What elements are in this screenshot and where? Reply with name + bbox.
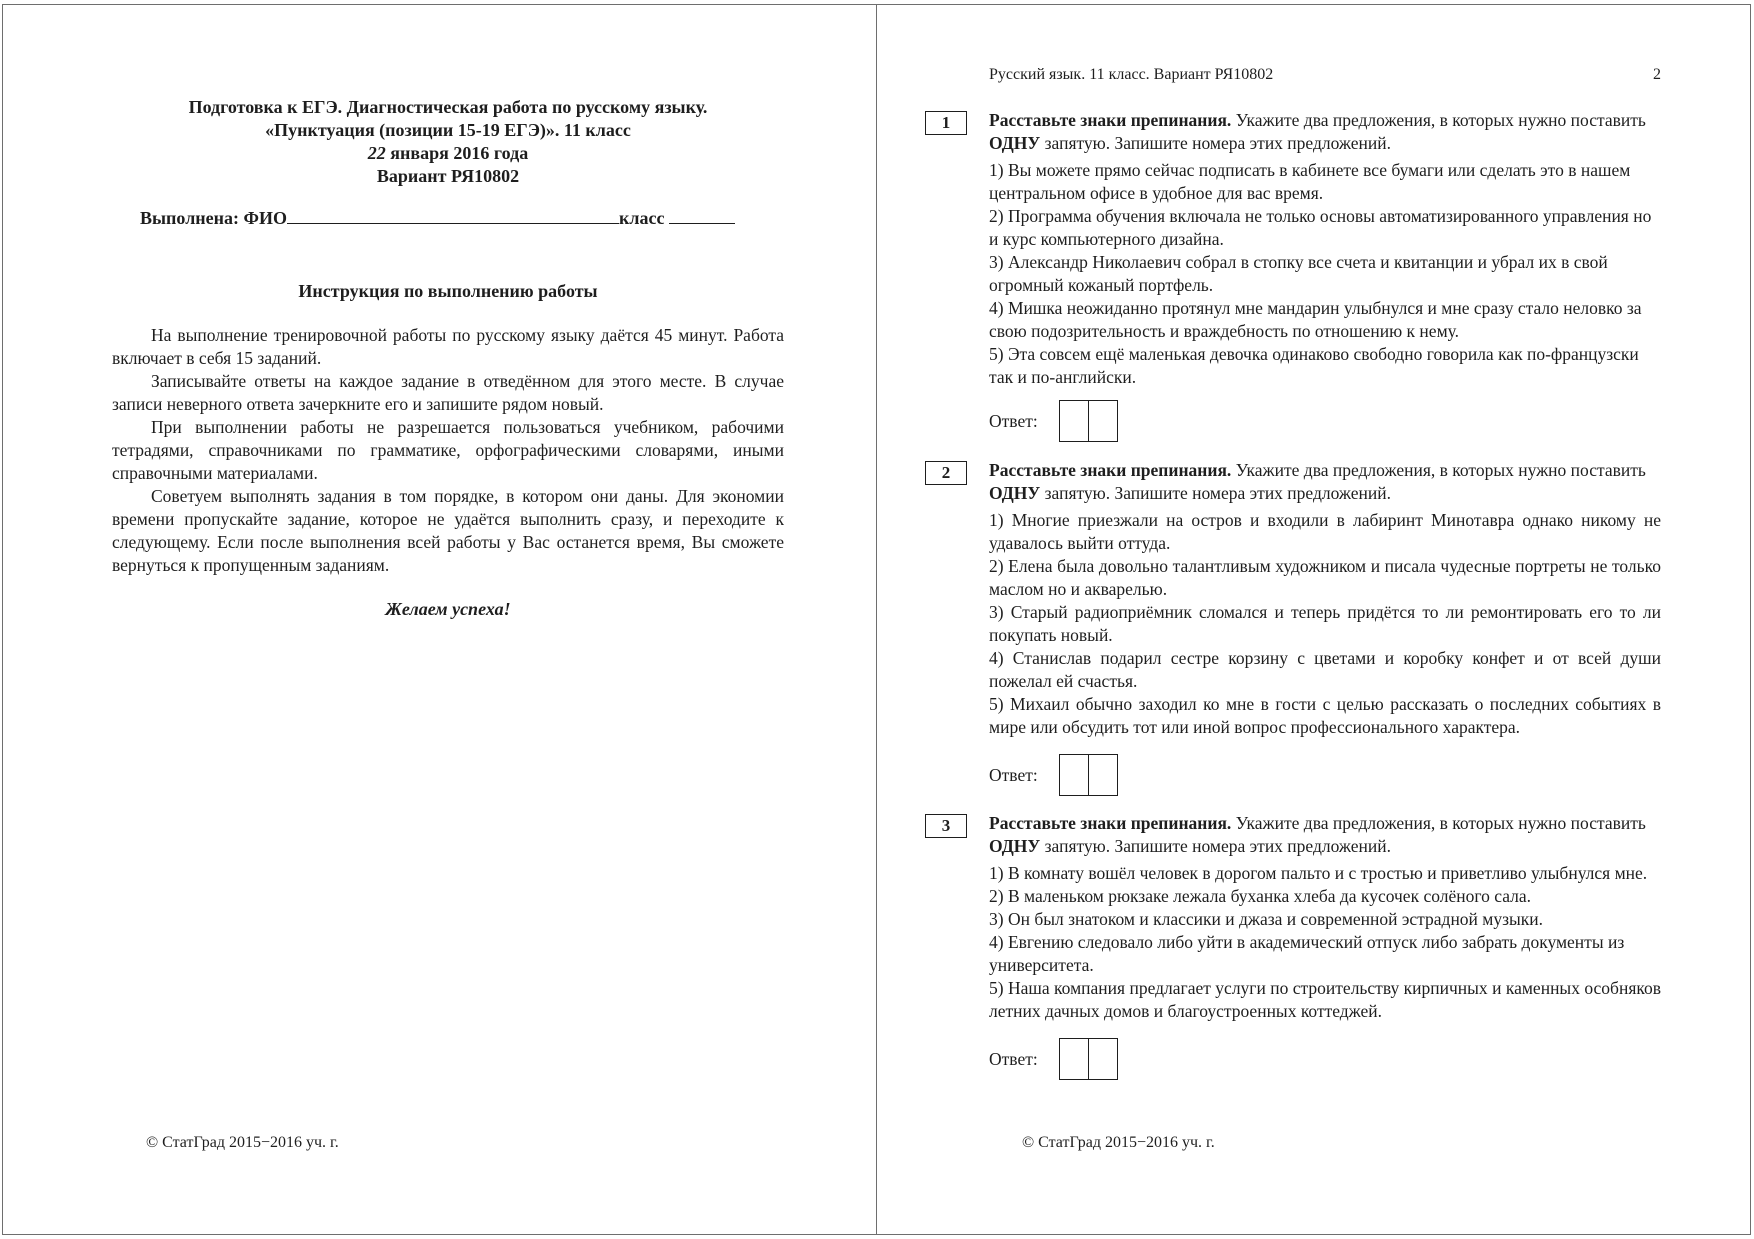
sentence: 4) Евгению следовало либо уйти в академический отпуск либо забрать документы из университета. bbox=[989, 932, 1625, 975]
sentence: 2) Елена была довольно талантливым художником и писала чудесные портреты не только маслом но и акварелью. bbox=[989, 556, 1661, 599]
sentence: 4) Мишка неожиданно протянул мне мандарин улыбнулся и мне сразу стало неловко за свою подозрительность и враждебность по отношению к нему. bbox=[989, 298, 1642, 341]
page-number: 2 bbox=[1653, 66, 1661, 83]
sentence: 3) Он был знатоком и классики и джаза и современной эстрадной музыки. bbox=[989, 909, 1544, 929]
task-instruction-end: запятую. Запишите номера этих предложений. bbox=[1040, 836, 1392, 856]
task-instruction-end: запятую. Запишите номера этих предложений. bbox=[1040, 483, 1392, 503]
sentence: 2) Программа обучения включала не только основы автоматизированного управления но и курс компьютерного дизайна. bbox=[989, 206, 1652, 249]
right-page bbox=[941, 66, 1661, 1081]
task-instruction-bold: Расставьте знаки препинания. bbox=[989, 460, 1232, 480]
answer-cell[interactable] bbox=[1060, 401, 1088, 441]
fio-blank[interactable] bbox=[287, 209, 619, 224]
answer-label: Ответ: bbox=[989, 1048, 1038, 1069]
answer-box[interactable] bbox=[1059, 754, 1118, 796]
variant-line: Вариант РЯ10802 bbox=[376, 166, 520, 186]
left-page bbox=[112, 96, 784, 620]
answer-label: Ответ: bbox=[989, 410, 1038, 431]
answer-box[interactable] bbox=[1059, 400, 1118, 442]
task-2 bbox=[941, 459, 1661, 797]
page-divider bbox=[876, 4, 877, 1235]
task-instruction bbox=[989, 459, 1661, 505]
task-instruction-bold: Расставьте знаки препинания. bbox=[989, 813, 1232, 833]
instruction-paragraph: Записывайте ответы на каждое задание в отведённом для этого месте. В случае записи неверного ответа зачеркните его и запишите рядом новый. bbox=[112, 371, 784, 414]
sentence: 5) Михаил обычно заходил ко мне в гости с целью рассказать о последних событиях в мире или обсудить тот или иной вопрос профессионального характера. bbox=[989, 694, 1661, 737]
task-1 bbox=[941, 109, 1661, 443]
sentence: 1) В комнату вошёл человек в дорогом пальто и с тростью и приветливо улыбнулся мне. bbox=[989, 863, 1648, 883]
answer-cell[interactable] bbox=[1088, 401, 1117, 441]
task-instruction bbox=[989, 812, 1661, 858]
answer-cell[interactable] bbox=[1088, 1039, 1117, 1079]
answer-row bbox=[989, 753, 1661, 797]
date-rest: января 2016 года bbox=[385, 143, 529, 163]
instruction-paragraph: Советуем выполнять задания в том порядке, в котором они даны. Для экономии времени пропускайте задание, которое не удаётся выполнить сразу, и переходите к следующему. Если после выполнения всей работы у Вас останется время, Вы сможете вернуться к пропущенным заданиям. bbox=[112, 486, 784, 575]
task-instruction-emphasis: ОДНУ bbox=[989, 836, 1041, 856]
fio-label: Выполнена: ФИО bbox=[140, 208, 287, 228]
sentence: 5) Наша компания предлагает услуги по строительству кирпичных и каменных особняков летних дачных домов и благоустроенных коттеджей. bbox=[989, 978, 1661, 1021]
task-instruction-text: Укажите два предложения, в которых нужно поставить bbox=[1231, 813, 1646, 833]
task-instruction-text: Укажите два предложения, в которых нужно поставить bbox=[1231, 110, 1646, 130]
running-header-text: Русский язык. 11 класс. Вариант РЯ10802 bbox=[989, 66, 1274, 83]
copyright-right: © СтатГрад 2015−2016 уч. г. bbox=[1022, 1134, 1215, 1151]
instructions-body bbox=[112, 324, 784, 577]
title-date bbox=[112, 142, 784, 165]
sentence: 4) Станислав подарил сестре корзину с цветами и коробку конфет и от всей души пожелал ей счастья. bbox=[989, 648, 1661, 691]
sentence: 3) Старый радиоприёмник сломался и теперь придётся то ли ремонтировать его то ли покупать новый. bbox=[989, 602, 1661, 645]
answer-cell[interactable] bbox=[1060, 755, 1088, 795]
answer-label: Ответ: bbox=[989, 764, 1038, 785]
task-number-box: 2 bbox=[925, 461, 967, 485]
sentence: 1) Многие приезжали на остров и входили в лабиринт Минотавра однако никому не удавалось выйти оттуда. bbox=[989, 510, 1661, 553]
title-block bbox=[112, 96, 784, 188]
sentence: 5) Эта совсем ещё маленькая девочка одинаково свободно говорила как по-французски так и по-английски. bbox=[989, 344, 1639, 387]
answer-cell[interactable] bbox=[1060, 1039, 1088, 1079]
title-line-1: Подготовка к ЕГЭ. Диагностическая работа по русскому языку. bbox=[188, 97, 708, 117]
answer-row bbox=[989, 399, 1661, 443]
task-instruction-emphasis: ОДНУ bbox=[989, 483, 1041, 503]
class-label: класс bbox=[618, 208, 665, 228]
running-header bbox=[989, 66, 1661, 86]
instruction-paragraph: На выполнение тренировочной работы по русскому языку даётся 45 минут. Работа включает в себя 15 заданий. bbox=[112, 325, 784, 368]
sentence: 1) Вы можете прямо сейчас подписать в кабинете все бумаги или сделать это в нашем центральном офисе в удобное для вас время. bbox=[989, 160, 1631, 203]
answer-row bbox=[989, 1037, 1661, 1081]
class-blank[interactable] bbox=[669, 209, 735, 224]
task-instruction-emphasis: ОДНУ bbox=[989, 133, 1041, 153]
instruction-paragraph: При выполнении работы не разрешается пользоваться учебником, рабочими тетрадями, справочниками по грамматике, орфографическими словарями, иными справочными материалами. bbox=[112, 417, 784, 483]
fio-row bbox=[140, 208, 784, 229]
task-3 bbox=[941, 812, 1661, 1081]
answer-cell[interactable] bbox=[1088, 755, 1117, 795]
task-instruction-bold: Расставьте знаки препинания. bbox=[989, 110, 1232, 130]
good-luck-text: Желаем успеха! bbox=[385, 599, 511, 619]
task-instruction bbox=[989, 109, 1661, 155]
task-number-box: 3 bbox=[925, 814, 967, 838]
instructions-title: Инструкция по выполнению работы bbox=[298, 281, 598, 301]
task-instruction-text: Укажите два предложения, в которых нужно поставить bbox=[1231, 460, 1646, 480]
task-instruction-end: запятую. Запишите номера этих предложений. bbox=[1040, 133, 1392, 153]
sentence: 2) В маленьком рюкзаке лежала буханка хлеба да кусочек солёного сала. bbox=[989, 886, 1531, 906]
sentence: 3) Александр Николаевич собрал в стопку все счета и квитанции и убрал их в свой огромный кожаный портфель. bbox=[989, 252, 1608, 295]
title-line-2: «Пунктуация (позиции 15-19 ЕГЭ)». 11 класс bbox=[265, 120, 631, 140]
date-day: 22 bbox=[367, 143, 386, 163]
answer-box[interactable] bbox=[1059, 1038, 1118, 1080]
task-number-box: 1 bbox=[925, 111, 967, 135]
copyright-left: © СтатГрад 2015−2016 уч. г. bbox=[146, 1134, 339, 1151]
